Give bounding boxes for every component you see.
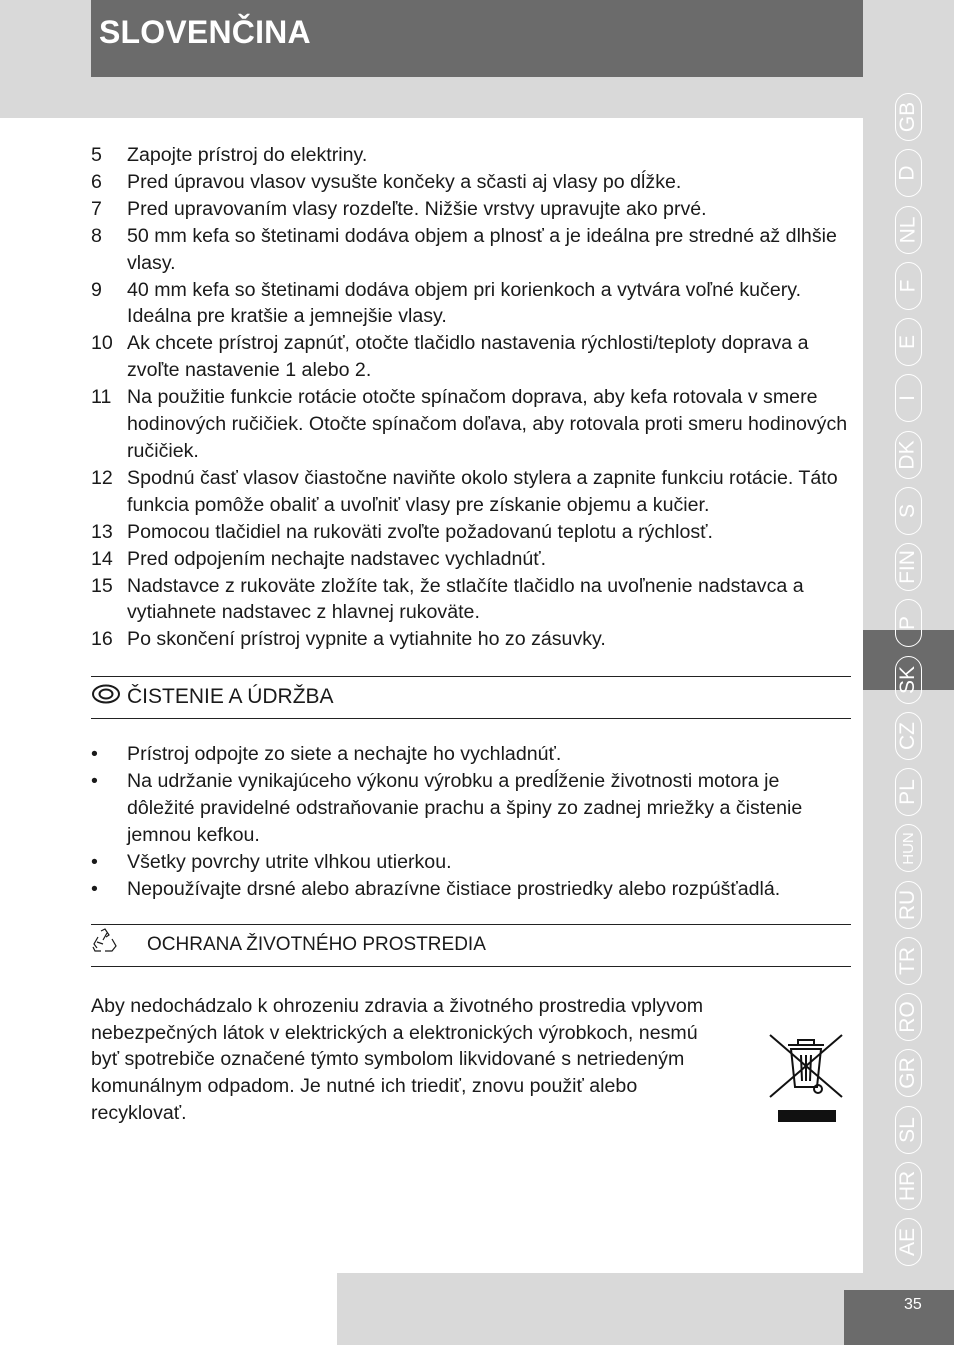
language-tab-label: F <box>895 279 919 293</box>
crossed-out-bin-icon <box>768 1033 844 1125</box>
language-tab-label: GR <box>896 1057 919 1089</box>
language-tab-gr[interactable] <box>883 1048 933 1098</box>
language-tab-ru[interactable] <box>883 880 933 930</box>
cleaning-bullets <box>91 741 851 902</box>
list-item <box>91 196 851 223</box>
language-tab-ring <box>895 206 922 254</box>
step-number: 5 <box>91 144 102 166</box>
bullet-icon: • <box>91 743 98 766</box>
language-tab-label: P <box>895 615 919 631</box>
cleaning-icon <box>91 683 121 713</box>
language-tab-label: GB <box>896 101 919 133</box>
environment-text: Aby nedochádzalo k ohrozeniu zdravia a životného prostredia vplyvom nebezpečných látok v elektrických a elektronických výrobkoch, nesmú byť spotrebiče označené týmto symbolom likvidované s netriedeným komunálnym odpadom. Je nutné ich triediť, znovu použiť alebo recyklovať. <box>91 994 704 1125</box>
language-tab-label: RU <box>896 889 919 921</box>
language-tab-ring <box>895 431 922 479</box>
language-tab-label: HR <box>896 1170 919 1202</box>
language-tab-ro[interactable] <box>883 992 933 1042</box>
language-tab-label: PL <box>896 779 919 805</box>
language-tab-sk[interactable] <box>883 655 933 705</box>
step-number: 14 <box>91 547 113 570</box>
language-tab-ring <box>895 1218 922 1266</box>
language-tab-hr[interactable] <box>883 1161 933 1211</box>
step-text: Zapojte prístroj do elektriny. <box>127 144 368 166</box>
step-text: Pred odpojením nechajte nadstavec vychladnúť. <box>127 547 547 570</box>
list-item <box>91 876 851 903</box>
language-tab-i[interactable] <box>883 373 933 423</box>
step-number: 9 <box>91 278 102 301</box>
language-tab-ring <box>895 374 922 422</box>
main-content <box>91 142 851 1127</box>
language-tab-e[interactable] <box>883 317 933 367</box>
language-tab-ring <box>895 1162 922 1210</box>
language-tab-ring <box>895 656 922 704</box>
step-number: 10 <box>91 332 113 355</box>
language-tab-cz[interactable] <box>883 711 933 761</box>
language-tab-ring <box>895 262 922 310</box>
language-tab-label: HUN <box>899 831 917 865</box>
list-item <box>91 384 851 465</box>
language-tab-ring <box>895 881 922 929</box>
language-tab-ring <box>895 599 922 647</box>
bullet-text: Nepoužívajte drsné alebo abrazívne čistiace prostriedky alebo rozpúšťadlá. <box>127 877 781 900</box>
step-number: 15 <box>91 574 113 597</box>
language-tab-label: RO <box>896 1001 919 1033</box>
language-tab-dk[interactable] <box>883 430 933 480</box>
section-cleaning-header <box>91 676 851 719</box>
language-tab-ring <box>895 93 922 141</box>
list-item <box>91 573 851 627</box>
language-tab-ring <box>895 543 922 591</box>
language-tab-gb[interactable] <box>883 92 933 142</box>
language-tabs <box>863 92 954 1257</box>
section-environment-header <box>91 924 851 967</box>
language-tab-fin[interactable] <box>883 542 933 592</box>
step-text: Nadstavce z rukoväte zložíte tak, že stlačíte tlačidlo na uvoľnenie nadstavca a vytiahnete nadstavec z hlavnej rukoväte. <box>127 574 804 624</box>
language-tab-ring <box>895 768 922 816</box>
step-number: 11 <box>91 386 112 409</box>
language-tab-pl[interactable] <box>883 767 933 817</box>
page-number: 35 <box>904 1296 922 1313</box>
step-text: Na použitie funkcie rotácie otočte spínačom doprava, aby kefa rotovala v smere hodinových ručičiek. Otočte spínačom doľava, aby rotovala proti smeru hodinových ručičiek. <box>127 386 848 462</box>
step-text: Pred úpravou vlasov vysušte končeky a sčasti aj vlasy po dĺžke. <box>127 170 682 193</box>
step-text: 50 mm kefa so štetinami dodáva objem a plnosť a je ideálna pre stredné až dlhšie vlasy. <box>127 224 837 274</box>
language-tab-label: TR <box>896 947 919 975</box>
language-tab-ring <box>895 1106 922 1154</box>
language-tab-label: S <box>895 503 919 519</box>
language-tab-p[interactable] <box>883 598 933 648</box>
language-tab-f[interactable] <box>883 261 933 311</box>
language-tab-label: CZ <box>896 722 919 750</box>
step-text: Ak chcete prístroj zapnúť, otočte tlačidlo nastavenia rýchlosti/teploty doprava a zvoľte nastavenie 1 alebo 2. <box>127 332 809 382</box>
language-tab-ring <box>895 937 922 985</box>
language-tab-ring <box>895 824 922 872</box>
language-tab-label: AE <box>896 1227 920 1257</box>
language-tab-ring <box>895 993 922 1041</box>
language-tab-label: NL <box>896 216 920 244</box>
bullet-text: Všetky povrchy utrite vlhkou utierkou. <box>127 850 452 873</box>
bullet-icon: • <box>91 770 98 793</box>
page-area-bottom <box>0 1273 337 1345</box>
list-item <box>91 330 851 384</box>
list-item <box>91 849 851 876</box>
list-item <box>91 277 851 331</box>
bullet-text: Prístroj odpojte zo siete a nechajte ho vychladnúť. <box>127 743 562 766</box>
step-number: 16 <box>91 628 113 651</box>
language-tab-label: DK <box>896 440 919 470</box>
bullet-icon: • <box>91 850 98 873</box>
list-item <box>91 169 851 196</box>
list-item <box>91 768 851 849</box>
language-tab-ring <box>895 1049 922 1097</box>
step-number: 7 <box>91 197 102 220</box>
list-item <box>91 546 851 573</box>
language-tab-s[interactable] <box>883 486 933 536</box>
language-tab-hun[interactable] <box>883 823 933 873</box>
language-tab-ring <box>895 712 922 760</box>
language-tab-d[interactable] <box>883 148 933 198</box>
section-title: ČISTENIE A ÚDRŽBA <box>127 685 334 709</box>
language-tab-ring <box>895 318 922 366</box>
header-bar <box>91 0 863 77</box>
step-number: 8 <box>91 224 102 247</box>
step-text: Spodnú časť vlasov čiastočne naviňte okolo stylera a zapnite funkciu rotácie. Táto funkcia pomôže obaliť a uvoľniť vlasy pre získanie objemu a kučier. <box>127 466 838 516</box>
list-item <box>91 519 851 546</box>
language-tab-label: SK <box>896 665 920 695</box>
list-item <box>91 741 851 768</box>
bullet-icon: • <box>91 877 98 900</box>
step-number: 6 <box>91 170 102 193</box>
list-item <box>91 465 851 519</box>
step-number: 13 <box>91 520 113 543</box>
language-tab-label: D <box>895 165 919 181</box>
language-tab-tr[interactable] <box>883 936 933 986</box>
language-tab-ae[interactable] <box>883 1217 933 1267</box>
bullet-text: Na udržanie vynikajúceho výkonu výrobku a predĺženie životnosti motora je dôležité pravidelné odstraňovanie prachu a špiny zo zadnej mriežky a čistenie jemnou kefkou. <box>127 770 803 846</box>
step-text: Pred upravovaním vlasy rozdeľte. Nižšie vrstvy upravujte ako prvé. <box>127 197 707 220</box>
language-tab-label: E <box>895 334 919 350</box>
language-tab-label: FIN <box>896 550 920 584</box>
language-tab-ring <box>895 149 922 197</box>
recycle-icon <box>91 928 119 962</box>
instruction-steps <box>91 142 851 653</box>
list-item <box>91 223 851 277</box>
page-number-box <box>844 1290 954 1345</box>
step-text: Pomocou tlačidiel na rukoväti zvoľte požadovanú teplotu a rýchlosť. <box>127 520 713 543</box>
language-tab-ring <box>895 487 922 535</box>
list-item <box>91 142 851 169</box>
step-text: Po skončení prístroj vypnite a vytiahnite ho zo zásuvky. <box>127 628 606 651</box>
list-item <box>91 626 851 653</box>
page-title: SLOVENČINA <box>99 14 311 50</box>
language-tab-label: I <box>896 395 919 401</box>
step-number: 12 <box>91 466 113 489</box>
language-tab-nl[interactable] <box>883 205 933 255</box>
language-tab-sl[interactable] <box>883 1105 933 1155</box>
step-text: 40 mm kefa so štetinami dodáva objem pri korienkoch a vytvára voľné kučery. Ideálna pre kratšie a jemnejšie vlasy. <box>127 278 802 328</box>
section-title: OCHRANA ŽIVOTNÉHO PROSTREDIA <box>147 933 486 955</box>
language-tab-label: SL <box>896 1117 919 1143</box>
